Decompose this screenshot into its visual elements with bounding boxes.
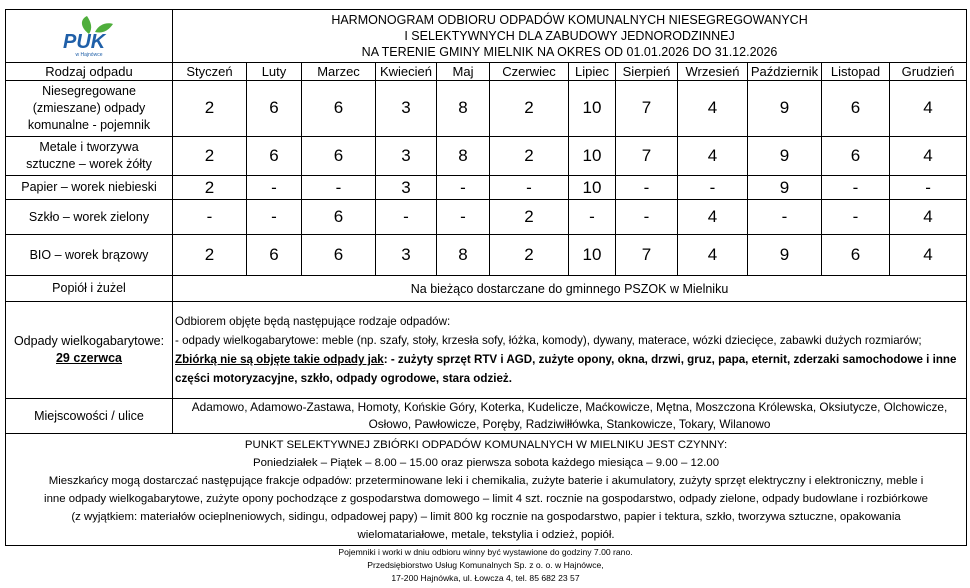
pszok-title: PUNKT SELEKTYWNEJ ZBIÓRKI ODPADÓW KOMUNALNYCH W MIELNIKU JEST CZYNNY:: [244, 438, 728, 451]
date-cell: 2: [173, 176, 247, 200]
date-cell: 4: [678, 136, 748, 176]
date-cell: 9: [748, 234, 822, 276]
bulky-label: Odpady wielkogabarytowe: 29 czerwca: [6, 301, 173, 398]
month-header: Luty: [247, 62, 302, 80]
date-cell: -: [247, 176, 302, 200]
date-cell: 10: [569, 80, 616, 136]
date-cell: 2: [490, 234, 569, 276]
title-line-3: NA TERENIE GMINY MIELNIK NA OKRES OD 01.01.2026 DO 31.12.2026: [361, 44, 778, 59]
month-header: Lipiec: [569, 62, 616, 80]
date-cell: 8: [437, 136, 490, 176]
date-cell: -: [890, 176, 967, 200]
title-line-1: HARMONOGRAM ODBIORU ODPADÓW KOMUNALNYCH NIESEGREGOWANYCH: [331, 12, 808, 27]
date-cell: 3: [376, 234, 437, 276]
date-cell: 6: [247, 80, 302, 136]
month-header: Sierpień: [616, 62, 678, 80]
date-cell: 8: [437, 80, 490, 136]
date-cell: 2: [490, 80, 569, 136]
month-header-row: [6, 62, 967, 80]
pszok-row: [6, 434, 967, 546]
table-row: [6, 234, 967, 276]
pszok-info: PUNKT SELEKTYWNEJ ZBIÓRKI ODPADÓW KOMUNALNYCH W MIELNIKU JEST CZYNNY: Poniedziałek – Piątek – 8.00 – 15.00 oraz pierwsza sobota każdego miesiąca – 9.00 – 12.00 Mieszkańcy mogą dostarczać następujące frakcje odpadów: przeterminowane leki i chemikalia, zużyte baterie i akumulatory, zużyty sprzęt elektryczny i elektroniczny, meble i inne odpady wielkogabarytowe, zużyte opony pochodzące z gospodarstwa domowego – limit 4 szt. rocznie na gospodarstwo, odpady zielone, odpady budowlane i rozbiórkowe (z wyjątkiem: materiałów ocieplneniowych, sidingu, odpadowej papy) – limit 800 kg rocznie na gospodarstwo, papier i tektura, szkło, tworzywa sztuczne, opakowania wielomatariałowe, metale, tekstylia i odzież, popiół.: [6, 434, 967, 546]
date-cell: 7: [616, 136, 678, 176]
date-cell: 4: [890, 136, 967, 176]
date-cell: 9: [748, 136, 822, 176]
places-row: [6, 399, 967, 434]
pszok-hours: Poniedziałek – Piątek – 8.00 – 15.00 oraz pierwsza sobota każdego miesiąca – 9.00 – 12.00: [253, 456, 720, 469]
leaf-icon: [59, 14, 119, 52]
date-cell: 4: [678, 80, 748, 136]
date-cell: -: [376, 200, 437, 234]
places-list: Adamowo, Adamowo-Zastawa, Homoty, Końskie Góry, Koterka, Kudelicze, Maćkowicze, Mętna, Moszczona Królewska, Oksiutycze, Olchowicze, Osłowo, Pawłowicze, Poręby, Radziwiłłówka, Stankowicze, Tokary, Wilanowo: [173, 399, 967, 434]
date-cell: 4: [890, 234, 967, 276]
date-cell: 8: [437, 234, 490, 276]
footer-line-2: Przedsiębiorstwo Usług Komunalnych Sp. z o. o. w Hajnówce,: [367, 560, 604, 570]
schedule-table: [5, 9, 967, 546]
waste-type-label: Papier – worek niebieski: [6, 176, 173, 200]
date-cell: -: [490, 176, 569, 200]
table-row: [6, 176, 967, 200]
date-cell: 10: [569, 136, 616, 176]
month-header: Grudzień: [890, 62, 967, 80]
logo-subtext: w Hajnówce: [75, 51, 103, 58]
table-row: [6, 80, 967, 136]
date-cell: 6: [247, 136, 302, 176]
date-cell: -: [437, 200, 490, 234]
waste-type-label: BIO – worek brązowy: [6, 234, 173, 276]
footer-line-1: Pojemniki i worki w dniu odbioru winny być wystawione do godziny 7.00 rano.: [338, 547, 633, 557]
date-cell: -: [437, 176, 490, 200]
month-header: Czerwiec: [490, 62, 569, 80]
logo-cell: [6, 10, 173, 63]
month-header: Kwiecień: [376, 62, 437, 80]
date-cell: 6: [822, 80, 890, 136]
waste-type-label: Niesegregowane (zmieszane) odpady komunalne - pojemnik: [6, 80, 173, 136]
date-cell: 2: [173, 136, 247, 176]
date-cell: 6: [822, 136, 890, 176]
bulky-date: 29 czerwca: [55, 350, 123, 365]
month-header: Styczeń: [173, 62, 247, 80]
date-cell: 2: [173, 80, 247, 136]
date-cell: 6: [822, 234, 890, 276]
date-cell: 3: [376, 136, 437, 176]
date-cell: 6: [302, 234, 376, 276]
date-cell: -: [616, 176, 678, 200]
date-cell: 4: [890, 200, 967, 234]
date-cell: 9: [748, 80, 822, 136]
date-cell: 10: [569, 234, 616, 276]
date-cell: -: [569, 200, 616, 234]
date-cell: -: [822, 200, 890, 234]
footer: [5, 546, 966, 585]
places-label: Miejscowości / ulice: [6, 399, 173, 434]
date-cell: 6: [247, 234, 302, 276]
footer-line-3: 17-200 Hajnówka, ul. Łowcza 4, tel. 85 682 23 57: [391, 573, 580, 583]
month-header: Listopad: [822, 62, 890, 80]
page-title: [173, 10, 967, 63]
waste-type-label: Metale i tworzywa sztuczne – worek żółty: [6, 136, 173, 176]
date-cell: -: [173, 200, 247, 234]
logo-text: PUK: [63, 30, 106, 52]
date-cell: 6: [302, 80, 376, 136]
date-cell: -: [247, 200, 302, 234]
date-cell: -: [748, 200, 822, 234]
date-cell: -: [302, 176, 376, 200]
date-cell: 3: [376, 176, 437, 200]
ash-row: [6, 276, 967, 301]
table-row: [6, 200, 967, 234]
table-row: [6, 136, 967, 176]
date-cell: 7: [616, 234, 678, 276]
month-header: Maj: [437, 62, 490, 80]
bulky-exclusions-heading: Zbiórką nie są objęte takie odpady jak: [175, 352, 384, 366]
month-header: Wrzesień: [678, 62, 748, 80]
date-cell: 10: [569, 176, 616, 200]
title-line-2: I SELEKTYWNYCH DLA ZABUDOWY JEDNORODZINNEJ: [404, 28, 735, 43]
waste-type-label: Szkło – worek zielony: [6, 200, 173, 234]
date-cell: 4: [678, 200, 748, 234]
company-logo: [6, 14, 172, 58]
date-cell: 4: [890, 80, 967, 136]
bulky-row: [6, 301, 967, 398]
bulky-exclusions-text: : - zużyty sprzęt RTV i AGD, zużyte opony, okna, drzwi, gruz, papa, eternit, zderzaki samochodowe i inne części motoryzacyjne, szkło, odpady ogrodowe, stara odzież.: [175, 352, 957, 385]
date-cell: 2: [490, 200, 569, 234]
date-cell: 2: [490, 136, 569, 176]
ash-note: Na bieżąco dostarczane do gminnego PSZOK w Mielniku: [173, 276, 967, 301]
date-cell: 6: [302, 136, 376, 176]
date-cell: 9: [748, 176, 822, 200]
date-cell: 7: [616, 80, 678, 136]
date-cell: 6: [302, 200, 376, 234]
waste-type-header: Rodzaj odpadu: [6, 62, 173, 80]
date-cell: -: [616, 200, 678, 234]
ash-label: Popiół i żużel: [6, 276, 173, 301]
date-cell: 2: [173, 234, 247, 276]
date-cell: 4: [678, 234, 748, 276]
month-header: Marzec: [302, 62, 376, 80]
bulky-description: Odbiorem objęte będą następujące rodzaje odpadów: - odpady wielkogabarytowe: meble (np. szafy, stoły, krzesła sofy, łóżka, komody), dywany, materace, wózki dziecięce, zabawki dużych rozmiarów; Zbiórką nie są objęte takie odpady jak: - zużyty sprzęt RTV i AGD, zużyte opony, okna, drzwi, gruz, papa, eternit, zderzaki samochodowe i inne części motoryzacyjne, szkło, odpady ogrodowe, stara odzież.: [173, 301, 967, 398]
date-cell: -: [678, 176, 748, 200]
date-cell: 3: [376, 80, 437, 136]
month-header: Październik: [748, 62, 822, 80]
date-cell: -: [822, 176, 890, 200]
